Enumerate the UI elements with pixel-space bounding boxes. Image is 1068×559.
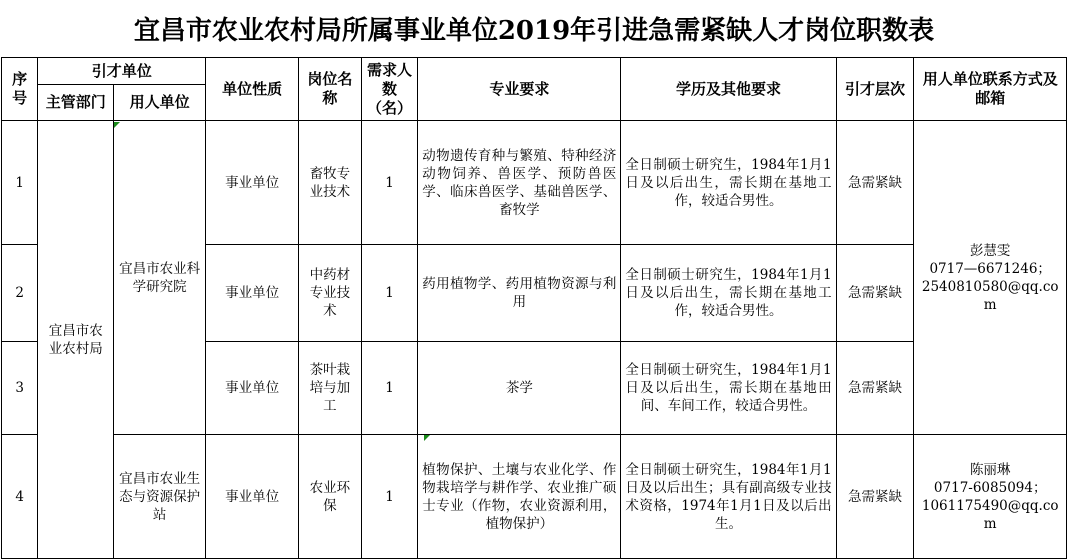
table-row — [2, 435, 1067, 559]
header-edu: 学历及其他要求 — [621, 58, 836, 121]
row-level: 急需紧缺 — [836, 121, 914, 245]
dept-cell: 宜昌市农业农村局 — [38, 121, 114, 559]
header-row — [2, 58, 1067, 85]
row-count: 1 — [361, 342, 418, 435]
row-major: 茶学 — [418, 342, 621, 435]
row-edu: 全日制硕士研究生，1984年1月1日及以后出生，需长期在基地工作，较适合男性。 — [621, 121, 836, 245]
contact-name: 陈丽琳 — [969, 461, 1011, 478]
row-nature: 事业单位 — [206, 342, 299, 435]
cell-comment-marker — [114, 122, 120, 128]
row-count: 1 — [361, 121, 418, 245]
row-edu: 全日制硕士研究生，1984年1月1日及以后出生，需长期在基地田间、车间工作，较适合男性。 — [621, 342, 836, 435]
employer-cell-station: 宜昌市农业生态与资源保护站 — [114, 435, 206, 559]
row-major: 药用植物学、药用植物资源与利用 — [418, 245, 621, 342]
row-position: 茶叶栽培与加工 — [299, 342, 362, 435]
contact-phone: 0717—6671246； — [929, 260, 1051, 277]
employer-cell-academy: 宜昌市农业科学研究院 — [114, 121, 206, 435]
contact-cell-station — [914, 435, 1067, 559]
header-seq: 序号 — [2, 58, 38, 121]
row-position: 中药材专业技术 — [299, 245, 362, 342]
row-seq: 4 — [2, 435, 38, 559]
row-major: 动物遗传育种与繁殖、特种经济动物饲养、兽医学、预防兽医学、临床兽医学、基础兽医学、畜牧学 — [418, 121, 621, 245]
row-edu: 全日制硕士研究生，1984年1月1日及以后出生；具有副高级专业技术资格，1974年1月1日及以后出生。 — [621, 435, 836, 559]
contact-email: 2540810580@qq.com — [921, 278, 1059, 313]
row-major: 植物保护、土壤与农业化学、作物栽培学与耕作学、农业推广硕士专业（作物，农业资源利用，植物保护） — [418, 435, 621, 559]
row-level: 急需紧缺 — [836, 435, 914, 559]
header-count: 需求人数（名） — [361, 58, 418, 121]
header-employer: 用人单位 — [114, 85, 206, 121]
header-dept: 主管部门 — [38, 85, 114, 121]
contact-phone: 0717-6085094； — [933, 479, 1047, 496]
header-nature: 单位性质 — [206, 58, 299, 121]
row-seq: 1 — [2, 121, 38, 245]
row-count: 1 — [361, 435, 418, 559]
contact-cell-academy — [914, 121, 1067, 435]
row-seq: 2 — [2, 245, 38, 342]
header-recruiting-unit: 引才单位 — [38, 58, 206, 85]
cell-comment-marker — [424, 435, 430, 441]
positions-table — [1, 57, 1067, 559]
contact-email: 1061175490@qq.com — [921, 497, 1059, 532]
header-level: 引才层次 — [836, 58, 914, 121]
row-nature: 事业单位 — [206, 121, 299, 245]
row-nature: 事业单位 — [206, 435, 299, 559]
row-level: 急需紧缺 — [836, 342, 914, 435]
row-seq: 3 — [2, 342, 38, 435]
page-title: 宜昌市农业农村局所属事业单位2019年引进急需紧缺人才岗位职数表 — [133, 15, 935, 46]
row-count: 1 — [361, 245, 418, 342]
contact-name: 彭慧雯 — [969, 242, 1011, 259]
header-contact: 用人单位联系方式及邮箱 — [914, 58, 1067, 121]
row-edu: 全日制硕士研究生，1984年1月1日及以后出生，需长期在基地工作，较适合男性。 — [621, 245, 836, 342]
header-position: 岗位名称 — [299, 58, 362, 121]
row-nature: 事业单位 — [206, 245, 299, 342]
row-position: 畜牧专业技术 — [299, 121, 362, 245]
row-position: 农业环保 — [299, 435, 362, 559]
header-major: 专业要求 — [418, 58, 621, 121]
table-row — [2, 121, 1067, 245]
row-level: 急需紧缺 — [836, 245, 914, 342]
